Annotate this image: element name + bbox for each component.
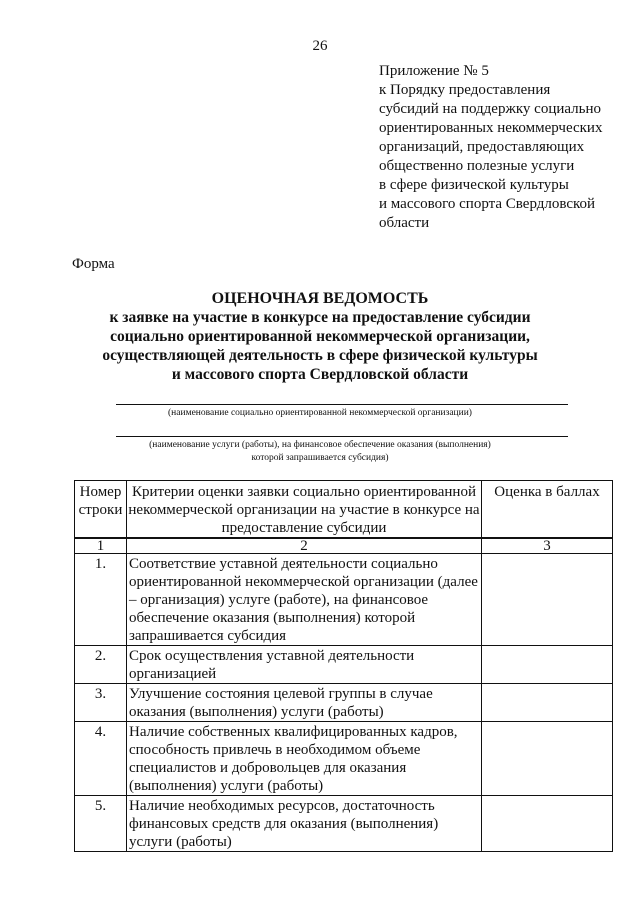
table-row: [75, 684, 613, 722]
row-criterion: Улучшение состояния целевой группы в случае оказания (выполнения) услуги (работы): [127, 684, 482, 722]
appendix-line: организаций, предоставляющих: [379, 139, 585, 155]
column-numbers-row: [75, 539, 613, 554]
title-line: социально ориентированной некоммерческой организации,: [110, 328, 530, 345]
service-caption-line1: (наименование услуги (работы), на финансовое обеспечение оказания (выполнения): [149, 440, 491, 450]
appendix-note: [379, 62, 629, 233]
table-row: [75, 796, 613, 852]
header-number: Номер строки: [75, 481, 127, 538]
table-row: [75, 554, 613, 646]
title-line: осуществляющей деятельность в сфере физической культуры: [102, 347, 538, 364]
row-criterion: Наличие собственных квалифицированных кадров, способность привлечь в необходимом объеме специалистов и добровольцев для оказания (выполнения) услуги (работы): [127, 722, 482, 796]
header-score: Оценка в баллах: [482, 481, 613, 538]
organization-caption: (наименование социально ориентированной некоммерческой организации): [168, 408, 472, 418]
row-criterion: Наличие необходимых ресурсов, достаточность финансовых средств для оказания (выполнения) услуги (работы): [127, 796, 482, 852]
table-row: [75, 646, 613, 684]
criteria-table: [74, 538, 613, 852]
row-number: 2.: [75, 646, 127, 684]
appendix-line: общественно полезные услуги: [379, 158, 575, 174]
row-score-cell[interactable]: [482, 722, 613, 796]
table-row: [75, 722, 613, 796]
title-line: и массового спорта Свердловской области: [171, 366, 469, 383]
organization-name-line[interactable]: [116, 404, 568, 405]
row-criterion: Соответствие уставной деятельности социально ориентированной некоммерческой организации (далее – организация) услуге (работе), на финансовое обеспечение оказания (выполнения) которой запрашивается субсидия: [127, 554, 482, 646]
column-number: 3: [482, 539, 613, 554]
criteria-table-header: [74, 480, 613, 538]
row-score-cell[interactable]: [482, 554, 613, 646]
title-main: ОЦЕНОЧНАЯ ВЕДОМОСТЬ: [211, 290, 429, 307]
column-number: 2: [127, 539, 482, 554]
service-name-line[interactable]: [116, 436, 568, 437]
document-title: [70, 289, 570, 384]
row-number: 5.: [75, 796, 127, 852]
row-score-cell[interactable]: [482, 646, 613, 684]
row-score-cell[interactable]: [482, 684, 613, 722]
row-criterion: Срок осуществления уставной деятельности организацией: [127, 646, 482, 684]
column-number: 1: [75, 539, 127, 554]
appendix-line: области: [379, 215, 430, 231]
appendix-line: Приложение № 5: [379, 63, 489, 79]
row-number: 3.: [75, 684, 127, 722]
appendix-line: и массового спорта Свердловской: [379, 196, 596, 212]
appendix-line: к Порядку предоставления: [379, 82, 551, 98]
header-criteria: Критерии оценки заявки социально ориентированной некоммерческой организации на участие в конкурсе на предоставление субсидии: [127, 481, 482, 538]
row-number: 4.: [75, 722, 127, 796]
row-number: 1.: [75, 554, 127, 646]
title-line: к заявке на участие в конкурсе на предоставление субсидии: [109, 309, 531, 326]
page-number: 26: [312, 38, 328, 54]
appendix-line: ориентированных некоммерческих: [379, 120, 603, 136]
appendix-line: субсидий на поддержку социально: [379, 101, 602, 117]
form-label: Форма: [72, 256, 115, 272]
row-score-cell[interactable]: [482, 796, 613, 852]
appendix-line: в сфере физической культуры: [379, 177, 569, 193]
service-caption-line2: которой запрашивается субсидия): [251, 453, 389, 463]
